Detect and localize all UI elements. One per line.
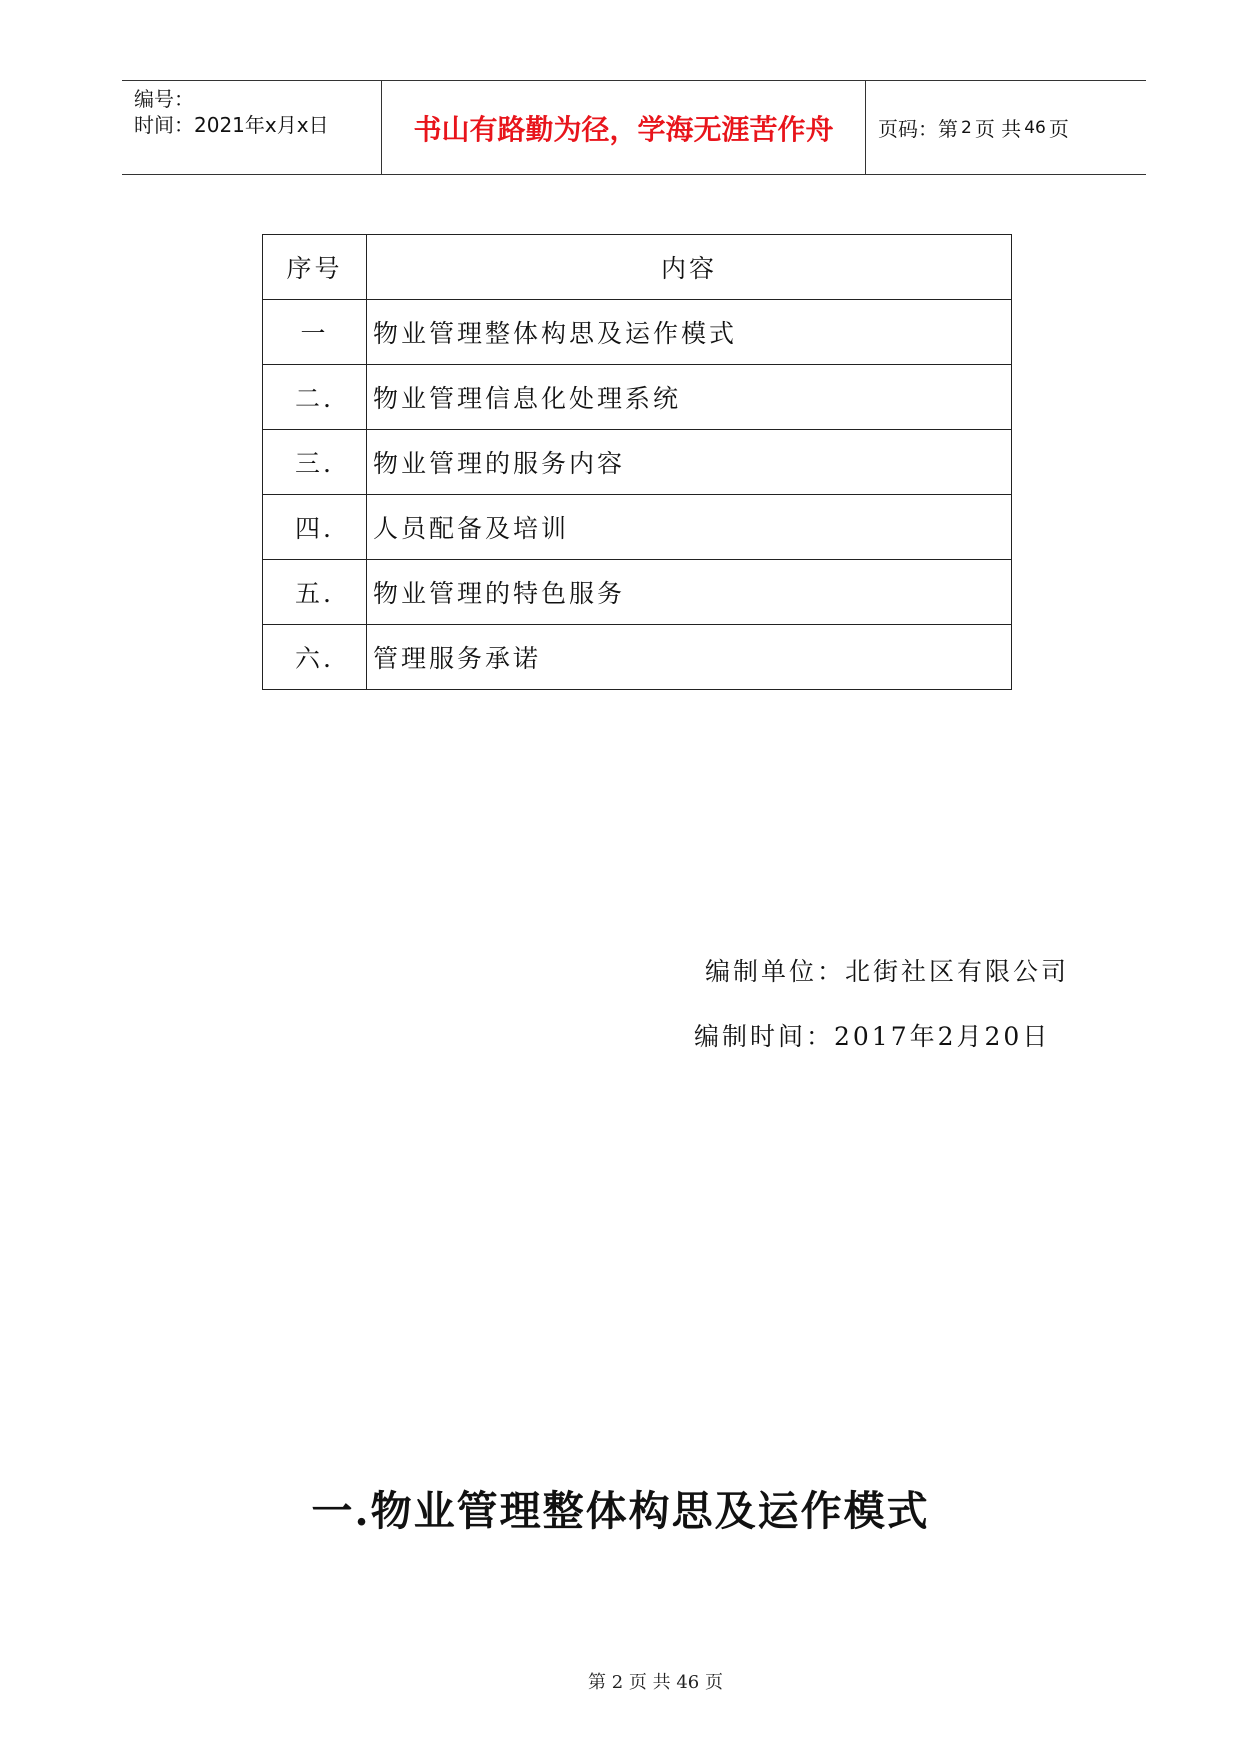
section-title: 一.物业管理整体构思及运作模式	[311, 1487, 930, 1535]
toc-row-title: 管理服务承诺	[367, 625, 1012, 690]
toc-row	[263, 300, 1012, 365]
toc-table	[262, 234, 1012, 690]
page-mid: 页 共	[974, 117, 1022, 141]
header-meta	[122, 81, 382, 174]
compiling-organization: 编制单位：北街社区有限公司	[705, 957, 1070, 986]
toc-row-num: 二.	[263, 365, 367, 430]
toc-row-title: 物业管理整体构思及运作模式	[367, 300, 1012, 365]
toc-row	[263, 430, 1012, 495]
header-page-info	[866, 81, 1146, 174]
header-motto: 书山有路勤为径，学海无涯苦作舟	[382, 81, 866, 174]
page-suffix: 页	[1048, 117, 1069, 141]
toc-row	[263, 495, 1012, 560]
toc-row	[263, 560, 1012, 625]
toc-header-num: 序号	[263, 235, 367, 300]
compiling-date: 编制时间：2017年2月20日	[694, 1022, 1051, 1051]
toc-row-num: 三.	[263, 430, 367, 495]
toc-row-title: 物业管理信息化处理系统	[367, 365, 1012, 430]
toc-row	[263, 625, 1012, 690]
serial-label: 编号：	[134, 87, 194, 111]
toc-row-num: 四.	[263, 495, 367, 560]
toc-header-row	[263, 235, 1012, 300]
toc-row-num: 一	[263, 300, 367, 365]
toc-row-title: 人员配备及培训	[367, 495, 1012, 560]
page-total: 46	[1024, 117, 1046, 138]
toc-row-title: 物业管理的特色服务	[367, 560, 1012, 625]
toc-header-content: 内容	[367, 235, 1012, 300]
page-label: 页码：第	[878, 117, 958, 141]
time-label: 时间：2021年x月x日	[134, 113, 329, 137]
page-footer: 第 2 页 共 46 页	[588, 1672, 723, 1693]
page-number: 2	[961, 117, 972, 138]
toc-row	[263, 365, 1012, 430]
toc-row-num: 六.	[263, 625, 367, 690]
page-header	[122, 80, 1146, 175]
toc-row-title: 物业管理的服务内容	[367, 430, 1012, 495]
toc-row-num: 五.	[263, 560, 367, 625]
